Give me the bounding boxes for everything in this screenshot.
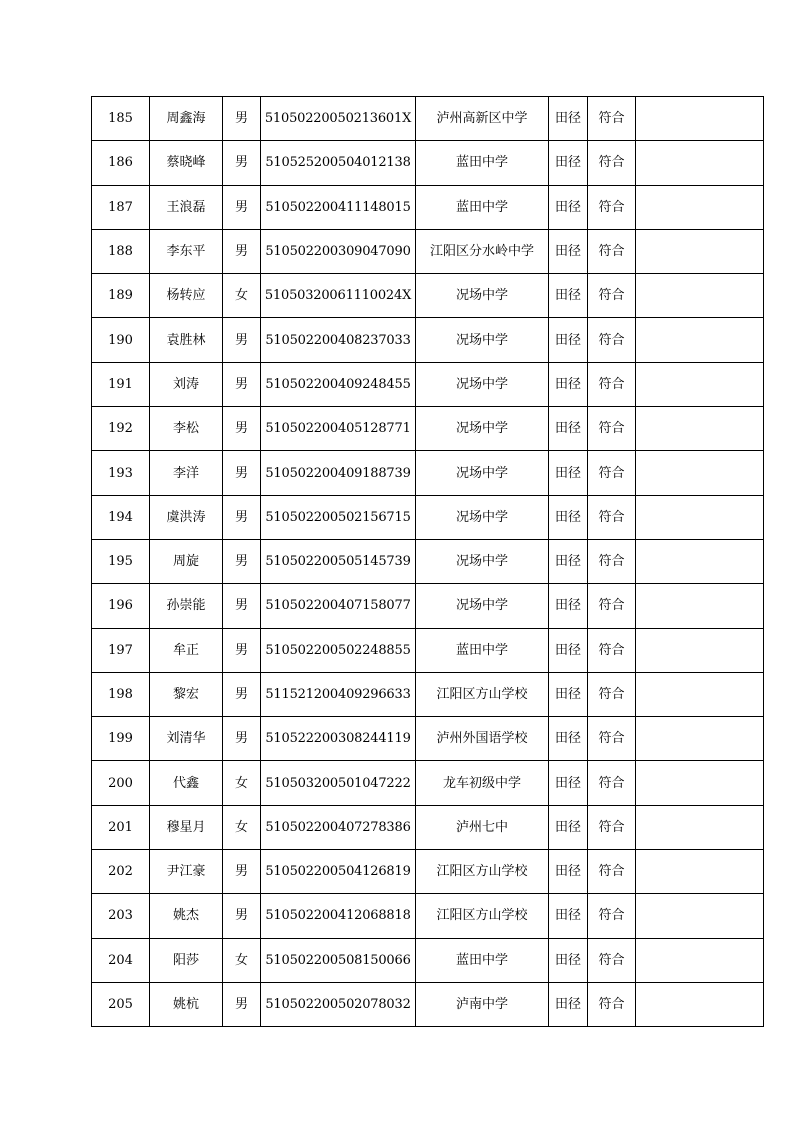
remarks-cell: [636, 761, 764, 805]
school-name-cell: 泸州高新区中学: [416, 97, 549, 141]
gender-cell: 男: [223, 539, 261, 583]
school-name-cell: 况场中学: [416, 495, 549, 539]
id-number-cell: 510502200409248455: [261, 362, 416, 406]
school-name-cell: 龙车初级中学: [416, 761, 549, 805]
id-number-cell: 510502200405128771: [261, 407, 416, 451]
sport-cell: 田径: [549, 850, 588, 894]
student-name-cell: 周旋: [150, 539, 223, 583]
sport-cell: 田径: [549, 982, 588, 1026]
row-number-cell: 196: [92, 584, 150, 628]
sport-cell: 田径: [549, 539, 588, 583]
remarks-cell: [636, 274, 764, 318]
sport-cell: 田径: [549, 805, 588, 849]
id-number-cell: 510502200504126819: [261, 850, 416, 894]
eligibility-result-cell: 符合: [588, 97, 636, 141]
eligibility-result-cell: 符合: [588, 495, 636, 539]
eligibility-result-cell: 符合: [588, 717, 636, 761]
school-name-cell: 江阳区方山学校: [416, 850, 549, 894]
id-number-cell: 510502200408237033: [261, 318, 416, 362]
table-row: [92, 938, 764, 982]
id-number-cell: 51050220050213601X: [261, 97, 416, 141]
student-name-cell: 姚杰: [150, 894, 223, 938]
eligibility-result-cell: 符合: [588, 628, 636, 672]
eligibility-result-cell: 符合: [588, 407, 636, 451]
eligibility-result-cell: 符合: [588, 805, 636, 849]
row-number-cell: 203: [92, 894, 150, 938]
table-row: [92, 628, 764, 672]
gender-cell: 男: [223, 584, 261, 628]
table-row: [92, 362, 764, 406]
table-row: [92, 805, 764, 849]
row-number-cell: 205: [92, 982, 150, 1026]
school-name-cell: 况场中学: [416, 451, 549, 495]
id-number-cell: 511521200409296633: [261, 672, 416, 716]
table-row: [92, 584, 764, 628]
gender-cell: 男: [223, 318, 261, 362]
table-row: [92, 850, 764, 894]
student-name-cell: 刘清华: [150, 717, 223, 761]
student-name-cell: 王浪磊: [150, 185, 223, 229]
school-name-cell: 泸南中学: [416, 982, 549, 1026]
student-name-cell: 牟正: [150, 628, 223, 672]
table-row: [92, 539, 764, 583]
row-number-cell: 186: [92, 141, 150, 185]
sport-cell: 田径: [549, 407, 588, 451]
table-row: [92, 451, 764, 495]
student-name-cell: 孙崇能: [150, 584, 223, 628]
remarks-cell: [636, 318, 764, 362]
remarks-cell: [636, 539, 764, 583]
school-name-cell: 蓝田中学: [416, 628, 549, 672]
id-number-cell: 510502200508150066: [261, 938, 416, 982]
eligibility-result-cell: 符合: [588, 761, 636, 805]
table-row: [92, 982, 764, 1026]
gender-cell: 男: [223, 141, 261, 185]
sport-cell: 田径: [549, 717, 588, 761]
remarks-cell: [636, 97, 764, 141]
school-name-cell: 况场中学: [416, 362, 549, 406]
sport-cell: 田径: [549, 761, 588, 805]
student-name-cell: 李松: [150, 407, 223, 451]
school-name-cell: 况场中学: [416, 318, 549, 362]
sport-cell: 田径: [549, 274, 588, 318]
remarks-cell: [636, 584, 764, 628]
remarks-cell: [636, 672, 764, 716]
table-row: [92, 761, 764, 805]
row-number-cell: 189: [92, 274, 150, 318]
id-number-cell: 510502200309047090: [261, 229, 416, 273]
student-name-cell: 杨转应: [150, 274, 223, 318]
sport-cell: 田径: [549, 584, 588, 628]
gender-cell: 女: [223, 274, 261, 318]
student-name-cell: 周鑫海: [150, 97, 223, 141]
school-name-cell: 江阳区方山学校: [416, 894, 549, 938]
gender-cell: 男: [223, 97, 261, 141]
table-row: [92, 97, 764, 141]
student-name-cell: 穆星月: [150, 805, 223, 849]
gender-cell: 男: [223, 229, 261, 273]
sport-cell: 田径: [549, 97, 588, 141]
row-number-cell: 194: [92, 495, 150, 539]
eligibility-result-cell: 符合: [588, 894, 636, 938]
sport-cell: 田径: [549, 318, 588, 362]
school-name-cell: 泸州七中: [416, 805, 549, 849]
student-name-cell: 阳莎: [150, 938, 223, 982]
eligibility-result-cell: 符合: [588, 229, 636, 273]
id-number-cell: 510503200501047222: [261, 761, 416, 805]
id-number-cell: 510502200407278386: [261, 805, 416, 849]
row-number-cell: 204: [92, 938, 150, 982]
id-number-cell: 510502200502248855: [261, 628, 416, 672]
row-number-cell: 188: [92, 229, 150, 273]
sport-cell: 田径: [549, 362, 588, 406]
sport-cell: 田径: [549, 141, 588, 185]
eligibility-result-cell: 符合: [588, 362, 636, 406]
school-name-cell: 蓝田中学: [416, 185, 549, 229]
gender-cell: 男: [223, 672, 261, 716]
id-number-cell: 510502200412068818: [261, 894, 416, 938]
remarks-cell: [636, 141, 764, 185]
student-name-cell: 蔡晓峰: [150, 141, 223, 185]
remarks-cell: [636, 362, 764, 406]
gender-cell: 男: [223, 894, 261, 938]
eligibility-result-cell: 符合: [588, 185, 636, 229]
remarks-cell: [636, 717, 764, 761]
table-row: [92, 274, 764, 318]
gender-cell: 男: [223, 628, 261, 672]
gender-cell: 男: [223, 982, 261, 1026]
student-name-cell: 虞洪涛: [150, 495, 223, 539]
row-number-cell: 198: [92, 672, 150, 716]
remarks-cell: [636, 938, 764, 982]
sport-cell: 田径: [549, 938, 588, 982]
remarks-cell: [636, 229, 764, 273]
remarks-cell: [636, 805, 764, 849]
eligibility-result-cell: 符合: [588, 938, 636, 982]
gender-cell: 男: [223, 495, 261, 539]
eligibility-result-cell: 符合: [588, 141, 636, 185]
student-name-cell: 代鑫: [150, 761, 223, 805]
id-number-cell: 510525200504012138: [261, 141, 416, 185]
id-number-cell: 510502200505145739: [261, 539, 416, 583]
eligibility-result-cell: 符合: [588, 539, 636, 583]
eligibility-result-cell: 符合: [588, 672, 636, 716]
sport-cell: 田径: [549, 495, 588, 539]
row-number-cell: 202: [92, 850, 150, 894]
table-row: [92, 141, 764, 185]
school-name-cell: 蓝田中学: [416, 938, 549, 982]
sport-cell: 田径: [549, 894, 588, 938]
id-number-cell: 510502200407158077: [261, 584, 416, 628]
roster-table: [91, 96, 764, 1027]
gender-cell: 男: [223, 407, 261, 451]
school-name-cell: 泸州外国语学校: [416, 717, 549, 761]
roster-body: [92, 97, 764, 1027]
remarks-cell: [636, 850, 764, 894]
remarks-cell: [636, 185, 764, 229]
gender-cell: 男: [223, 362, 261, 406]
gender-cell: 女: [223, 761, 261, 805]
gender-cell: 男: [223, 850, 261, 894]
id-number-cell: 51050320061110024X: [261, 274, 416, 318]
school-name-cell: 江阳区分水岭中学: [416, 229, 549, 273]
student-name-cell: 刘涛: [150, 362, 223, 406]
eligibility-result-cell: 符合: [588, 850, 636, 894]
row-number-cell: 201: [92, 805, 150, 849]
table-row: [92, 495, 764, 539]
remarks-cell: [636, 451, 764, 495]
table-row: [92, 717, 764, 761]
remarks-cell: [636, 982, 764, 1026]
remarks-cell: [636, 495, 764, 539]
gender-cell: 男: [223, 185, 261, 229]
table-row: [92, 185, 764, 229]
student-name-cell: 姚杭: [150, 982, 223, 1026]
student-name-cell: 李洋: [150, 451, 223, 495]
school-name-cell: 况场中学: [416, 539, 549, 583]
school-name-cell: 况场中学: [416, 584, 549, 628]
id-number-cell: 510502200411148015: [261, 185, 416, 229]
student-name-cell: 袁胜林: [150, 318, 223, 362]
id-number-cell: 510522200308244119: [261, 717, 416, 761]
row-number-cell: 195: [92, 539, 150, 583]
sport-cell: 田径: [549, 229, 588, 273]
id-number-cell: 510502200502078032: [261, 982, 416, 1026]
school-name-cell: 江阳区方山学校: [416, 672, 549, 716]
sport-cell: 田径: [549, 628, 588, 672]
row-number-cell: 190: [92, 318, 150, 362]
id-number-cell: 510502200409188739: [261, 451, 416, 495]
table-row: [92, 894, 764, 938]
eligibility-result-cell: 符合: [588, 318, 636, 362]
row-number-cell: 185: [92, 97, 150, 141]
eligibility-result-cell: 符合: [588, 584, 636, 628]
table-row: [92, 318, 764, 362]
eligibility-result-cell: 符合: [588, 982, 636, 1026]
row-number-cell: 187: [92, 185, 150, 229]
student-name-cell: 尹江豪: [150, 850, 223, 894]
row-number-cell: 199: [92, 717, 150, 761]
row-number-cell: 191: [92, 362, 150, 406]
row-number-cell: 197: [92, 628, 150, 672]
eligibility-result-cell: 符合: [588, 274, 636, 318]
school-name-cell: 况场中学: [416, 274, 549, 318]
school-name-cell: 况场中学: [416, 407, 549, 451]
sport-cell: 田径: [549, 451, 588, 495]
gender-cell: 男: [223, 717, 261, 761]
gender-cell: 女: [223, 805, 261, 849]
sport-cell: 田径: [549, 185, 588, 229]
remarks-cell: [636, 407, 764, 451]
table-row: [92, 229, 764, 273]
table-row: [92, 407, 764, 451]
school-name-cell: 蓝田中学: [416, 141, 549, 185]
student-name-cell: 李东平: [150, 229, 223, 273]
row-number-cell: 192: [92, 407, 150, 451]
id-number-cell: 510502200502156715: [261, 495, 416, 539]
gender-cell: 女: [223, 938, 261, 982]
row-number-cell: 200: [92, 761, 150, 805]
gender-cell: 男: [223, 451, 261, 495]
student-name-cell: 黎宏: [150, 672, 223, 716]
eligibility-result-cell: 符合: [588, 451, 636, 495]
table-row: [92, 672, 764, 716]
remarks-cell: [636, 894, 764, 938]
remarks-cell: [636, 628, 764, 672]
row-number-cell: 193: [92, 451, 150, 495]
sport-cell: 田径: [549, 672, 588, 716]
